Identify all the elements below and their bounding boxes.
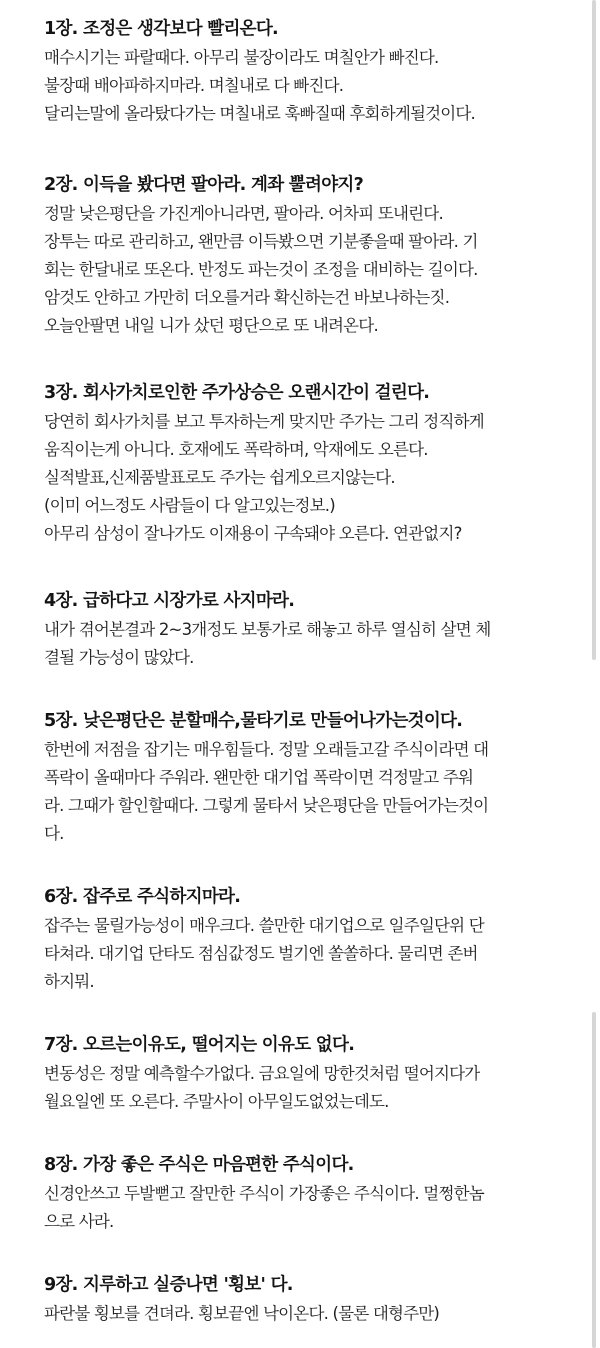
section-title: 3장. 회사가치로인한 주가상승은 오랜시간이 걸린다. bbox=[44, 383, 430, 403]
section-line: 매수시기는 파랄때다. 아무리 불장이라도 며칠안가 빠진다. bbox=[44, 48, 439, 67]
scrollbar-track-bottom[interactable] bbox=[592, 1012, 596, 1348]
section-line: 회는 한달내로 또온다. 반정도 파는것이 조정을 대비하는 길이다. bbox=[44, 260, 478, 279]
section-title: 4장. 급하다고 시장가로 사지마라. bbox=[44, 591, 295, 611]
section-8 bbox=[44, 1150, 564, 1236]
section-line: 파란불 횡보를 견뎌라. 횡보끝엔 낙이온다. (물론 대형주만) bbox=[44, 1304, 440, 1323]
section-line: 불장때 배아파하지마라. 며칠내로 다 빠진다. bbox=[44, 76, 344, 95]
section-line: 월요일엔 또 오른다. 주말사이 아무일도없었는데도. bbox=[44, 1092, 389, 1111]
section-1 bbox=[44, 14, 564, 128]
section-line: 한번에 저점을 잡기는 매우힘들다. 정말 오래들고갈 주식이라면 대 bbox=[44, 740, 489, 759]
section-7 bbox=[44, 1030, 564, 1116]
section-line: 오늘안팔면 내일 니가 샀던 평단으로 또 내려온다. bbox=[44, 316, 378, 335]
section-line: 변동성은 정말 예측할수가없다. 금요일에 망한것처럼 떨어지다가 bbox=[44, 1064, 480, 1083]
section-4 bbox=[44, 586, 564, 672]
section-title: 7장. 오르는이유도, 떨어지는 이유도 없다. bbox=[44, 1035, 355, 1055]
section-5 bbox=[44, 706, 564, 848]
section-title: 5장. 낮은평단은 분할매수,물타기로 만들어나가는것이다. bbox=[44, 711, 463, 731]
section-line: 장투는 따로 관리하고, 왠만큼 이득봤으면 기분좋을때 팔아라. 기 bbox=[44, 232, 478, 251]
section-line: 내가 겪어본결과 2~3개정도 보통가로 해놓고 하루 열심히 살면 체 bbox=[44, 620, 491, 639]
section-2 bbox=[44, 170, 564, 340]
section-line: 아무리 삼성이 잘나가도 이재용이 구속돼야 오른다. 연관없지? bbox=[44, 524, 462, 543]
section-line: 하지뭐. bbox=[44, 972, 94, 991]
section-line: 신경안쓰고 두발뻗고 잘만한 주식이 가장좋은 주식이다. 멀쩡한놈 bbox=[44, 1184, 484, 1203]
section-line: 으로 사라. bbox=[44, 1212, 114, 1231]
section-title: 2장. 이득을 봤다면 팔아라. 계좌 뿔려야지? bbox=[44, 175, 364, 195]
scrollbar-track-top[interactable] bbox=[592, 0, 596, 660]
section-line: 잡주는 물릴가능성이 매우크다. 쓸만한 대기업으로 일주일단위 단 bbox=[44, 916, 484, 935]
section-9 bbox=[44, 1270, 564, 1328]
section-line: (이미 어느정도 사람들이 다 알고있는정보.) bbox=[44, 496, 335, 515]
section-line: 타쳐라. 대기업 단타도 점심값정도 벌기엔 쏠쏠하다. 물리면 존버 bbox=[44, 944, 478, 963]
section-line: 움직이는게 아니다. 호재에도 폭락하며, 악재에도 오른다. bbox=[44, 440, 428, 459]
section-line: 실적발표,신제품발표로도 주가는 쉽게오르지않는다. bbox=[44, 468, 395, 487]
section-line: 암것도 안하고 가만히 더오를거라 확신하는건 바보나하는짓. bbox=[44, 288, 450, 307]
section-line: 당연히 회사가치를 보고 투자하는게 맞지만 주가는 그리 정직하게 bbox=[44, 412, 484, 431]
section-6 bbox=[44, 882, 564, 996]
section-line: 달리는말에 올라탔다가는 며칠내로 훅빠질때 후회하게될것이다. bbox=[44, 104, 475, 123]
section-title: 6장. 잡주로 주식하지마라. bbox=[44, 887, 241, 907]
section-line: 결될 가능성이 많았다. bbox=[44, 648, 194, 667]
section-line: 폭락이 올때마다 주워라. 왠만한 대기업 폭락이면 걱정말고 주워 bbox=[44, 768, 474, 787]
section-line: 라. 그때가 할인할때다. 그렇게 물타서 낮은평단을 만들어가는것이 bbox=[44, 796, 489, 815]
section-title: 1장. 조정은 생각보다 빨리온다. bbox=[44, 19, 279, 39]
section-title: 9장. 지루하고 실증나면 '횡보' 다. bbox=[44, 1275, 293, 1295]
section-line: 정말 낮은평단을 가진게아니라면, 팔아라. 어차피 또내린다. bbox=[44, 204, 443, 223]
section-line: 다. bbox=[44, 824, 64, 843]
section-3 bbox=[44, 378, 564, 548]
section-title: 8장. 가장 좋은 주식은 마음편한 주식이다. bbox=[44, 1155, 354, 1175]
